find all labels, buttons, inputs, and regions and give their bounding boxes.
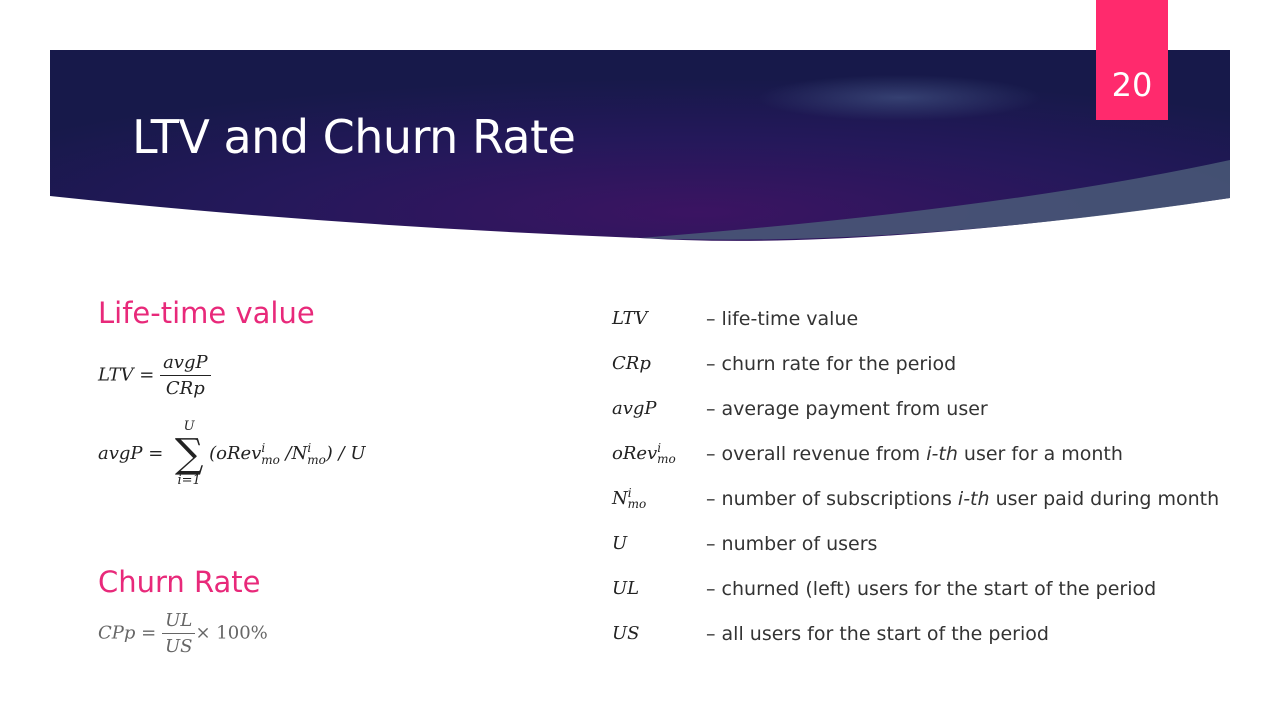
sigma-symbol: ∑ xyxy=(174,431,204,477)
text-after: user for a month xyxy=(957,442,1123,465)
ltv-formula xyxy=(98,352,211,399)
definition-symbol: LTV xyxy=(612,308,648,329)
ltv-numerator: avgP xyxy=(160,352,211,376)
definition-text: – life-time value xyxy=(706,307,859,330)
definition-symbol: UL xyxy=(612,578,640,599)
sum-lower-limit: i=1 xyxy=(177,473,201,488)
definition-text: – churned (left) users for the start of the period xyxy=(706,577,1157,600)
avgp-sub2: mo xyxy=(307,452,326,467)
symbol-sup: i xyxy=(657,440,662,455)
churn-formula-lhs: CPp xyxy=(98,622,136,644)
churn-formula xyxy=(98,610,268,657)
symbol-base: oRev xyxy=(612,442,658,464)
definition-symbol xyxy=(612,476,706,521)
churn-formula-eq: = xyxy=(141,622,157,644)
text-em: i-th xyxy=(957,487,990,510)
definition-symbol: U xyxy=(612,533,628,554)
avgp-slash: /N xyxy=(279,443,308,464)
definition-row xyxy=(612,296,1272,341)
definition-symbol: CRp xyxy=(612,353,651,374)
definition-text xyxy=(706,431,1272,476)
avgp-sup2: i xyxy=(307,441,312,455)
definition-row xyxy=(612,386,1272,431)
text-em: i-th xyxy=(926,442,958,465)
text-after: user paid during month xyxy=(989,487,1220,510)
slide-title: LTV and Churn Rate xyxy=(132,110,576,164)
definition-text xyxy=(706,476,1272,521)
symbol-sub: mo xyxy=(657,452,676,467)
definition-symbol: US xyxy=(612,623,640,644)
symbol-sup: i xyxy=(627,485,632,500)
ltv-denominator: CRp xyxy=(165,378,205,399)
symbol-base: N xyxy=(612,487,628,509)
ltv-formula-eq: = xyxy=(139,364,155,386)
definition-symbol: avgP xyxy=(612,398,657,419)
definition-symbol xyxy=(612,431,706,476)
ltv-heading: Life-time value xyxy=(98,296,315,330)
ltv-formula-lhs: LTV xyxy=(98,364,134,386)
page-number: 20 xyxy=(1111,66,1153,104)
definition-text: – average payment from user xyxy=(706,397,988,420)
definition-row xyxy=(612,566,1272,611)
sum-upper-limit: U xyxy=(183,419,195,434)
churn-tail: × 100% xyxy=(195,622,268,644)
text-before: – number of subscriptions xyxy=(706,487,958,510)
text-before: – overall revenue from xyxy=(706,442,927,465)
definitions-table xyxy=(612,296,1272,656)
definition-text: – churn rate for the period xyxy=(706,352,957,375)
churn-heading: Churn Rate xyxy=(98,565,261,599)
definition-row xyxy=(612,341,1272,386)
avgp-body-close: ) / U xyxy=(325,443,366,464)
avgp-sub1: mo xyxy=(261,452,280,467)
symbol-sub: mo xyxy=(627,497,647,512)
ltv-fraction xyxy=(160,352,211,399)
page-number-badge xyxy=(1096,0,1168,120)
avgp-formula-eq: = xyxy=(148,443,164,464)
definition-row xyxy=(612,611,1272,656)
definition-row xyxy=(612,521,1272,566)
churn-fraction xyxy=(162,610,196,657)
churn-numerator: UL xyxy=(162,610,196,634)
definition-text: – all users for the start of the period xyxy=(706,622,1049,645)
definition-row xyxy=(612,431,1272,476)
churn-denominator: US xyxy=(164,636,193,657)
avgp-formula xyxy=(98,420,366,488)
definition-text: – number of users xyxy=(706,532,878,555)
avgp-body-open: (oRev xyxy=(209,443,262,464)
definition-row xyxy=(612,476,1272,521)
avgp-formula-lhs: avgP xyxy=(98,443,143,464)
avgp-sup1: i xyxy=(261,441,266,455)
summation-operator xyxy=(169,420,209,488)
